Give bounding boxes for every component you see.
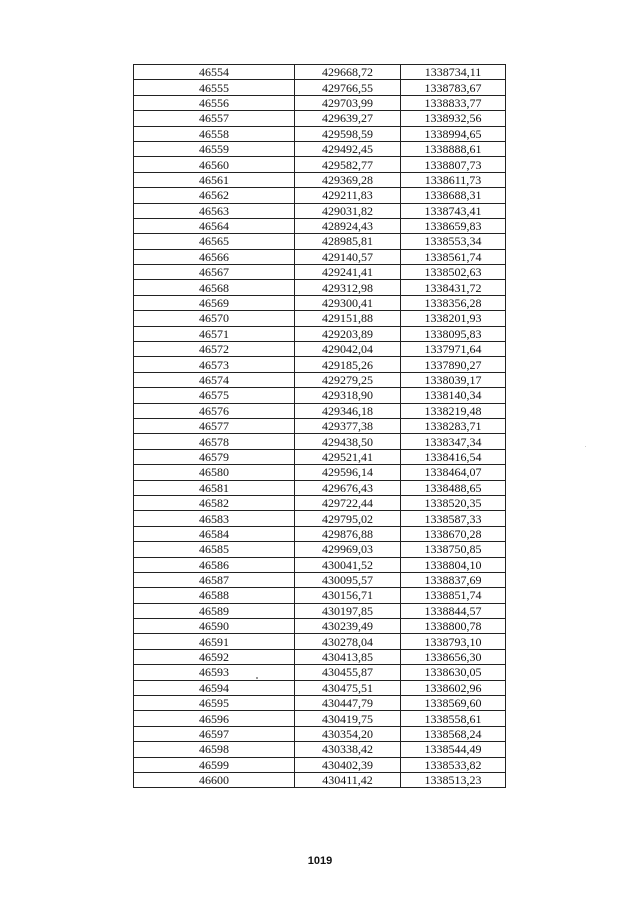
point-number-cell: 46581	[134, 480, 295, 495]
y-coordinate-cell: 1338502,63	[401, 265, 506, 280]
point-number-cell: 46567	[134, 265, 295, 280]
table-row	[134, 572, 506, 587]
point-number-cell: 46564	[134, 218, 295, 233]
point-number-cell: 46560	[134, 157, 295, 172]
y-coordinate-cell: 1338932,56	[401, 111, 506, 126]
point-number-cell: 46578	[134, 434, 295, 449]
y-coordinate-cell: 1338416,54	[401, 449, 506, 464]
y-coordinate-cell: 1337971,64	[401, 342, 506, 357]
point-number-cell: 46582	[134, 495, 295, 510]
table-row	[134, 203, 506, 218]
x-coordinate-cell: 428924,43	[295, 218, 401, 233]
table-row	[134, 495, 506, 510]
table-row	[134, 665, 506, 680]
table-row	[134, 557, 506, 572]
y-coordinate-cell: 1338544,49	[401, 742, 506, 757]
x-coordinate-cell: 430354,20	[295, 726, 401, 741]
x-coordinate-cell: 430402,39	[295, 757, 401, 772]
y-coordinate-cell: 1338283,71	[401, 418, 506, 433]
y-coordinate-cell: 1338656,30	[401, 649, 506, 664]
point-number-cell: 46599	[134, 757, 295, 772]
y-coordinate-cell: 1338569,60	[401, 696, 506, 711]
x-coordinate-cell: 429969,03	[295, 542, 401, 557]
table-row	[134, 634, 506, 649]
table-row	[134, 649, 506, 664]
x-coordinate-cell: 429438,50	[295, 434, 401, 449]
point-number-cell: 46554	[134, 65, 295, 80]
point-number-cell: 46597	[134, 726, 295, 741]
table-row	[134, 326, 506, 341]
y-coordinate-cell: 1338513,23	[401, 772, 506, 787]
table-row	[134, 757, 506, 772]
coordinates-table	[133, 64, 506, 788]
point-number-cell: 46573	[134, 357, 295, 372]
y-coordinate-cell: 1338558,61	[401, 711, 506, 726]
y-coordinate-cell: 1338488,65	[401, 480, 506, 495]
y-coordinate-cell: 1338095,83	[401, 326, 506, 341]
y-coordinate-cell: 1338611,73	[401, 172, 506, 187]
table-row	[134, 619, 506, 634]
table-row	[134, 680, 506, 695]
table-row	[134, 357, 506, 372]
y-coordinate-cell: 1338561,74	[401, 249, 506, 264]
point-number-cell: 46580	[134, 465, 295, 480]
point-number-cell: 46577	[134, 418, 295, 433]
x-coordinate-cell: 429795,02	[295, 511, 401, 526]
point-number-cell: 46562	[134, 188, 295, 203]
y-coordinate-cell: 1338659,83	[401, 218, 506, 233]
y-coordinate-cell: 1338688,31	[401, 188, 506, 203]
y-coordinate-cell: 1338039,17	[401, 372, 506, 387]
scan-speck	[256, 677, 258, 679]
x-coordinate-cell: 429598,59	[295, 126, 401, 141]
x-coordinate-cell: 430455,87	[295, 665, 401, 680]
table-row	[134, 480, 506, 495]
point-number-cell: 46596	[134, 711, 295, 726]
x-coordinate-cell: 430197,85	[295, 603, 401, 618]
x-coordinate-cell: 429203,89	[295, 326, 401, 341]
y-coordinate-cell: 1338347,34	[401, 434, 506, 449]
scan-speck	[585, 446, 586, 447]
x-coordinate-cell: 429668,72	[295, 65, 401, 80]
y-coordinate-cell: 1338783,67	[401, 80, 506, 95]
y-coordinate-cell: 1338743,41	[401, 203, 506, 218]
table-row	[134, 95, 506, 110]
table-row	[134, 603, 506, 618]
table-row	[134, 711, 506, 726]
table-row	[134, 234, 506, 249]
x-coordinate-cell: 429722,44	[295, 495, 401, 510]
point-number-cell: 46585	[134, 542, 295, 557]
x-coordinate-cell: 430239,49	[295, 619, 401, 634]
point-number-cell: 46584	[134, 526, 295, 541]
table-row	[134, 372, 506, 387]
point-number-cell: 46594	[134, 680, 295, 695]
y-coordinate-cell: 1338670,28	[401, 526, 506, 541]
x-coordinate-cell: 429766,55	[295, 80, 401, 95]
y-coordinate-cell: 1338431,72	[401, 280, 506, 295]
table-row	[134, 141, 506, 156]
point-number-cell: 46598	[134, 742, 295, 757]
x-coordinate-cell: 429211,83	[295, 188, 401, 203]
y-coordinate-cell: 1337890,27	[401, 357, 506, 372]
y-coordinate-cell: 1338140,34	[401, 388, 506, 403]
y-coordinate-cell: 1338602,96	[401, 680, 506, 695]
point-number-cell: 46559	[134, 141, 295, 156]
x-coordinate-cell: 429185,26	[295, 357, 401, 372]
point-number-cell: 46570	[134, 311, 295, 326]
x-coordinate-cell: 429676,43	[295, 480, 401, 495]
y-coordinate-cell: 1338804,10	[401, 557, 506, 572]
x-coordinate-cell: 429042,04	[295, 342, 401, 357]
y-coordinate-cell: 1338533,82	[401, 757, 506, 772]
x-coordinate-cell: 429521,41	[295, 449, 401, 464]
x-coordinate-cell: 430278,04	[295, 634, 401, 649]
y-coordinate-cell: 1338219,48	[401, 403, 506, 418]
point-number-cell: 46569	[134, 295, 295, 310]
x-coordinate-cell: 430095,57	[295, 572, 401, 587]
y-coordinate-cell: 1338464,07	[401, 465, 506, 480]
point-number-cell: 46587	[134, 572, 295, 587]
y-coordinate-cell: 1338833,77	[401, 95, 506, 110]
point-number-cell: 46568	[134, 280, 295, 295]
point-number-cell: 46557	[134, 111, 295, 126]
point-number-cell: 46575	[134, 388, 295, 403]
table-row	[134, 588, 506, 603]
x-coordinate-cell: 429312,98	[295, 280, 401, 295]
table-row	[134, 218, 506, 233]
x-coordinate-cell: 430475,51	[295, 680, 401, 695]
y-coordinate-cell: 1338793,10	[401, 634, 506, 649]
x-coordinate-cell: 429369,28	[295, 172, 401, 187]
y-coordinate-cell: 1338807,73	[401, 157, 506, 172]
x-coordinate-cell: 428985,81	[295, 234, 401, 249]
point-number-cell: 46572	[134, 342, 295, 357]
table-row	[134, 726, 506, 741]
point-number-cell: 46586	[134, 557, 295, 572]
point-number-cell: 46589	[134, 603, 295, 618]
point-number-cell: 46583	[134, 511, 295, 526]
point-number-cell: 46595	[134, 696, 295, 711]
y-coordinate-cell: 1338844,57	[401, 603, 506, 618]
point-number-cell: 46600	[134, 772, 295, 787]
table-row	[134, 111, 506, 126]
x-coordinate-cell: 429300,41	[295, 295, 401, 310]
table-row	[134, 342, 506, 357]
table-row	[134, 65, 506, 80]
table-row	[134, 311, 506, 326]
x-coordinate-cell: 429031,82	[295, 203, 401, 218]
x-coordinate-cell: 429596,14	[295, 465, 401, 480]
table-row	[134, 249, 506, 264]
y-coordinate-cell: 1338734,11	[401, 65, 506, 80]
x-coordinate-cell: 429151,88	[295, 311, 401, 326]
page-number: 1019	[307, 855, 333, 867]
x-coordinate-cell: 429140,57	[295, 249, 401, 264]
x-coordinate-cell: 430447,79	[295, 696, 401, 711]
y-coordinate-cell: 1338888,61	[401, 141, 506, 156]
point-number-cell: 46590	[134, 619, 295, 634]
y-coordinate-cell: 1338837,69	[401, 572, 506, 587]
x-coordinate-cell: 430156,71	[295, 588, 401, 603]
point-number-cell: 46593	[134, 665, 295, 680]
table-row	[134, 511, 506, 526]
point-number-cell: 46571	[134, 326, 295, 341]
table-row	[134, 526, 506, 541]
x-coordinate-cell: 429639,27	[295, 111, 401, 126]
table-row	[134, 465, 506, 480]
x-coordinate-cell: 429582,77	[295, 157, 401, 172]
table-row	[134, 449, 506, 464]
y-coordinate-cell: 1338568,24	[401, 726, 506, 741]
table-row	[134, 126, 506, 141]
point-number-cell: 46556	[134, 95, 295, 110]
y-coordinate-cell: 1338201,93	[401, 311, 506, 326]
table-row	[134, 80, 506, 95]
y-coordinate-cell: 1338994,65	[401, 126, 506, 141]
table-row	[134, 542, 506, 557]
table-row	[134, 696, 506, 711]
y-coordinate-cell: 1338851,74	[401, 588, 506, 603]
x-coordinate-cell: 429377,38	[295, 418, 401, 433]
point-number-cell: 46561	[134, 172, 295, 187]
point-number-cell: 46576	[134, 403, 295, 418]
x-coordinate-cell: 429279,25	[295, 372, 401, 387]
point-number-cell: 46579	[134, 449, 295, 464]
y-coordinate-cell: 1338630,05	[401, 665, 506, 680]
point-number-cell: 46574	[134, 372, 295, 387]
y-coordinate-cell: 1338356,28	[401, 295, 506, 310]
table-row	[134, 388, 506, 403]
table-row	[134, 772, 506, 787]
table-row	[134, 742, 506, 757]
coordinates-table-body	[134, 65, 506, 788]
x-coordinate-cell: 429876,88	[295, 526, 401, 541]
point-number-cell: 46558	[134, 126, 295, 141]
table-row	[134, 172, 506, 187]
table-row	[134, 418, 506, 433]
point-number-cell: 46592	[134, 649, 295, 664]
table-row	[134, 157, 506, 172]
point-number-cell: 46563	[134, 203, 295, 218]
x-coordinate-cell: 430041,52	[295, 557, 401, 572]
x-coordinate-cell: 429492,45	[295, 141, 401, 156]
point-number-cell: 46588	[134, 588, 295, 603]
x-coordinate-cell: 430413,85	[295, 649, 401, 664]
y-coordinate-cell: 1338520,35	[401, 495, 506, 510]
table-row	[134, 403, 506, 418]
y-coordinate-cell: 1338587,33	[401, 511, 506, 526]
y-coordinate-cell: 1338750,85	[401, 542, 506, 557]
x-coordinate-cell: 429703,99	[295, 95, 401, 110]
y-coordinate-cell: 1338800,78	[401, 619, 506, 634]
point-number-cell: 46555	[134, 80, 295, 95]
table-row	[134, 280, 506, 295]
point-number-cell: 46591	[134, 634, 295, 649]
x-coordinate-cell: 430419,75	[295, 711, 401, 726]
x-coordinate-cell: 430411,42	[295, 772, 401, 787]
table-row	[134, 188, 506, 203]
x-coordinate-cell: 430338,42	[295, 742, 401, 757]
point-number-cell: 46565	[134, 234, 295, 249]
point-number-cell: 46566	[134, 249, 295, 264]
table-row	[134, 434, 506, 449]
y-coordinate-cell: 1338553,34	[401, 234, 506, 249]
x-coordinate-cell: 429318,90	[295, 388, 401, 403]
table-row	[134, 295, 506, 310]
table-row	[134, 265, 506, 280]
x-coordinate-cell: 429241,41	[295, 265, 401, 280]
x-coordinate-cell: 429346,18	[295, 403, 401, 418]
